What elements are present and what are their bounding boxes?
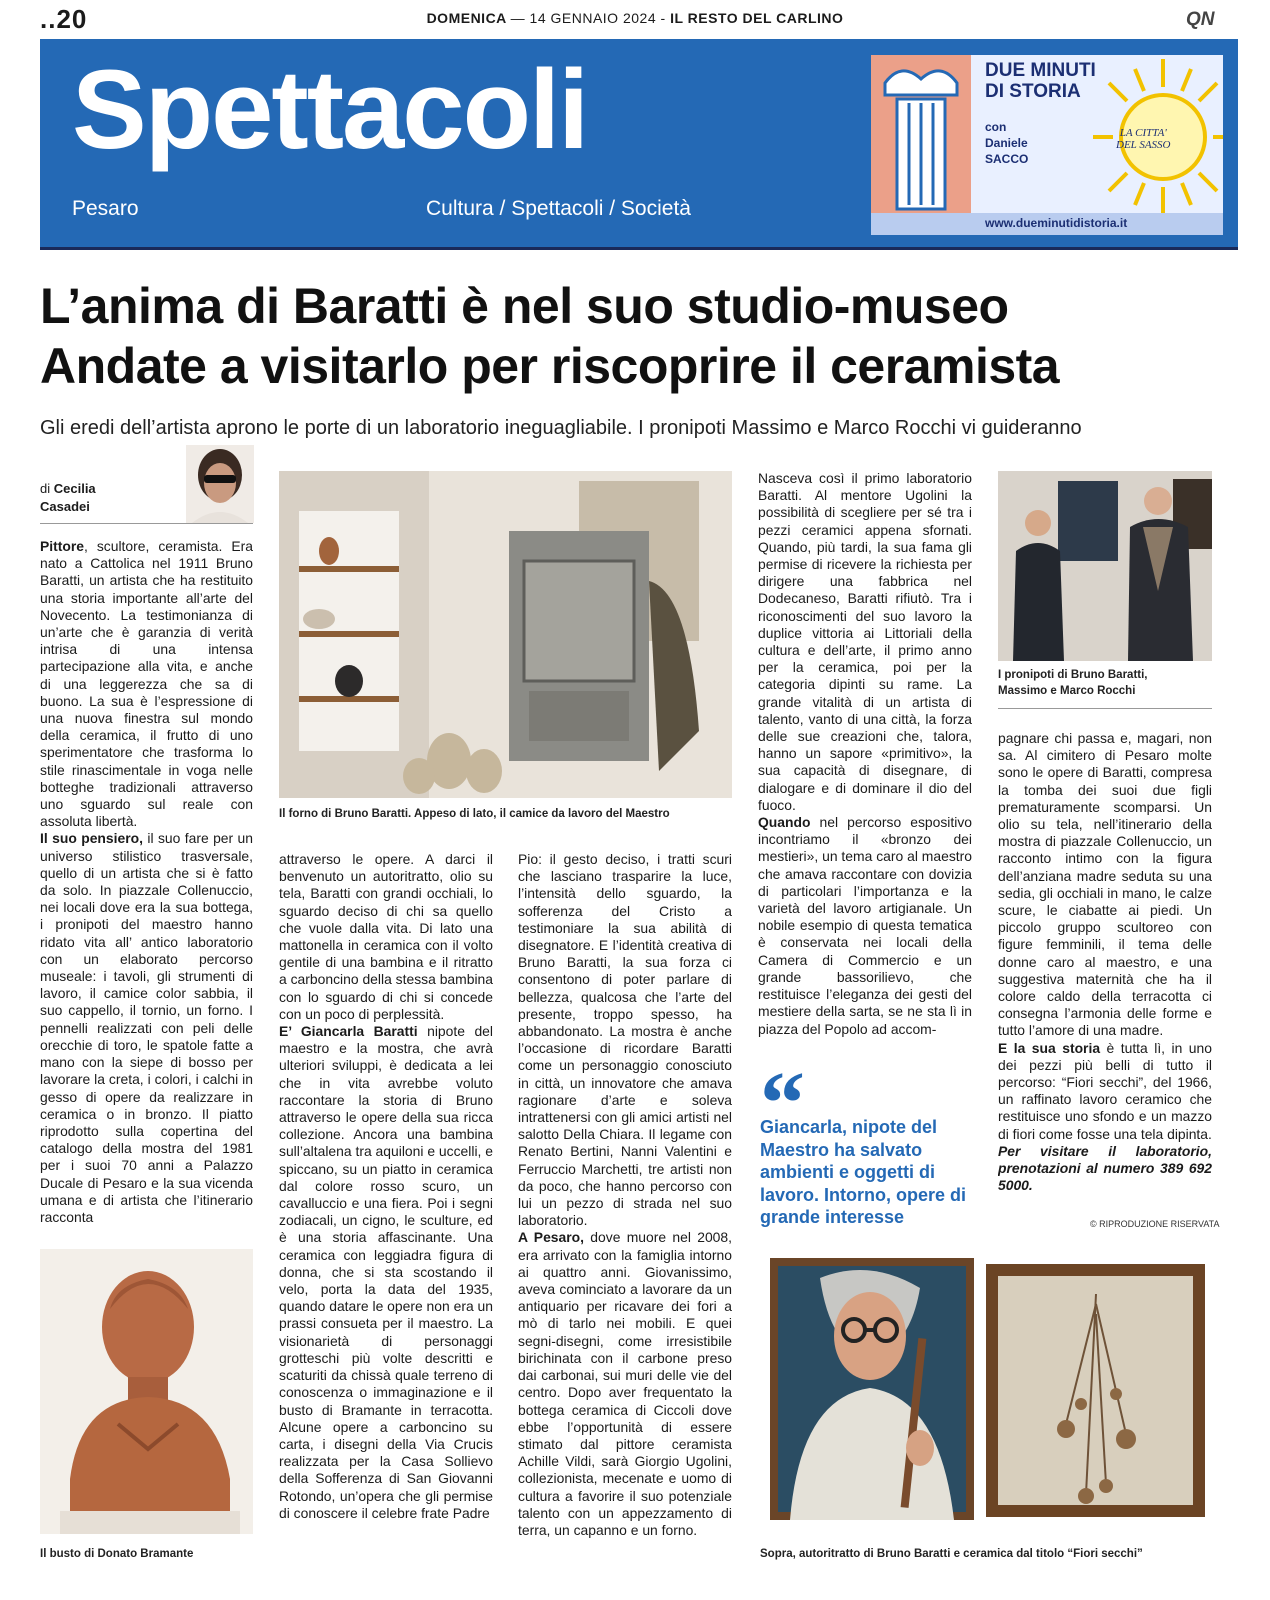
column-5 xyxy=(998,730,1212,1215)
dateline-day: DOMENICA xyxy=(426,10,507,26)
ad-title-line-1: DUE MINUTI xyxy=(985,60,1096,81)
headline-line-1: L’anima di Baratti è nel suo studio-museo xyxy=(40,278,1009,334)
section-city: Pesaro xyxy=(72,197,139,220)
paragraph: nel percorso espositivo incontriamo il «bronzo dei mestieri», un tema caro al maestro che amava raccontare con dovizia di particolari l’importanza e la varietà del lavoro artigianale. Un nobile esempio di questa tematica è conservata nei locali della Camera di Commercio e un grande bassorilievo, che restituisce l’eleganza dei gesti del mestiere della sarta, se ne sta lì in piazza del Popolo ad accom- xyxy=(758,814,972,1037)
column-1 xyxy=(40,538,253,1233)
qn-logo: QN xyxy=(1186,9,1215,30)
ad-host xyxy=(985,119,1028,167)
ad-url[interactable]: www.dueminutidistoria.it xyxy=(985,216,1128,230)
grandnephews-caption xyxy=(998,667,1148,699)
ad-title xyxy=(985,60,1096,102)
ad-city-line-1: LA CITTA' xyxy=(1119,127,1167,139)
headline-line-2: Andate a visitarlo per riscoprire il ceramista xyxy=(40,338,1060,394)
quote-mark-icon: “ xyxy=(760,1054,805,1153)
copyright-credit: © RIPRODUZIONE RISERVATA xyxy=(1090,1219,1220,1229)
grandnephews-caption-line-1: I pronipoti di Bruno Baratti, xyxy=(998,669,1148,681)
column-3 xyxy=(518,851,732,1561)
lead-phrase: E la sua storia xyxy=(998,1039,1101,1056)
byline xyxy=(40,480,96,516)
byline-first-name: Cecilia xyxy=(53,481,96,496)
caption-rule xyxy=(998,708,1212,709)
bust-photo xyxy=(40,1249,253,1534)
lead-phrase: A Pesaro, xyxy=(518,1229,585,1246)
dateline-date: — 14 GENNAIO 2024 - xyxy=(510,10,666,26)
column-4 xyxy=(758,470,972,1058)
visit-info: Per visitare il laboratorio, prenotazioni al numero 389 692 5000. xyxy=(998,1142,1212,1194)
artworks-caption: Sopra, autoritratto di Bruno Baratti e ceramica dal titolo “Fiori secchi” xyxy=(760,1548,1143,1560)
dried-flowers-photo xyxy=(986,1264,1205,1517)
ad-host-name-1: Daniele xyxy=(985,136,1028,150)
paragraph: Nasceva così il primo laboratorio Baratti. Al mentore Ugolini la possibilità di scegliere per sé tra i pezzi ceramici appena sfornati. Quando, più tardi, la sua fama gli permise di ricevere la richiesta per dirigere una fabbrica nel Dodecaneso, Baratti rifiutò. Tra i riconoscimenti del suo lavoro la duplice vittoria ai Littoriali della cultura e dell’arte, il primo anno per la ceramica, poi per la categoria dipinti su rame. La grande vitalità di un artista di talento, vanto di una città, la forza delle sue creazioni che, talora, hanno un sapore «primitivo», la sua capacità di disegnare, di dialogare e di dominare il dio del fuoco. xyxy=(758,470,972,813)
ad-host-con: con xyxy=(985,120,1007,134)
paragraph: è tutta lì, in uno dei pezzi più belli di tutto il percorso: “Fiori secchi”, del 1966, un raffinato lavoro ceramico che restituisce uno sfondo e un mazzo di fiori come fosse una tela dipinta. xyxy=(998,1039,1212,1142)
ad-city-line-2: DEL SASSO xyxy=(1116,139,1171,151)
bust-caption: Il busto di Donato Bramante xyxy=(40,1548,194,1560)
advertisement xyxy=(871,55,1223,235)
section-banner xyxy=(40,39,1238,250)
self-portrait-photo xyxy=(770,1258,974,1520)
dateline-paper: IL RESTO DEL CARLINO xyxy=(670,10,844,26)
pull-quote: Giancarla, nipote del Maestro ha salvato ambienti e oggetti di lavoro. Intorno, opere di grande interesse xyxy=(760,1117,967,1227)
column-2 xyxy=(279,851,493,1561)
lead-phrase: Il suo pensiero, xyxy=(40,830,143,847)
ad-title-line-2: DI STORIA xyxy=(985,81,1081,102)
lead-phrase: Quando xyxy=(758,814,811,831)
subheadline: Gli eredi dell’artista aprono le porte di un laboratorio ineguagliabile. I pronipoti Massimo e Marco Rocchi vi guideranno xyxy=(40,417,1082,439)
paragraph: , scultore, ceramista. Era nato a Cattolica nel 1911 Bruno Baratti, un artista che ha restituito una storia importante all’arte del Novecento. La testimonianza di un’arte che è garanzia di verità intrisa di una intensa partecipazione alla vita, e anche di una leggerezza che sa di buono. La sua è l’espressione di una nuova finestra sul mondo della ceramica, il frutto di uno sperimentatore che trasforma lo stile rinascimentale in voga nelle botteghe tradizionali attraverso uno sguardo sul reale con assoluta libertà. xyxy=(40,538,253,830)
author-photo xyxy=(186,445,254,523)
kiln-photo xyxy=(279,471,732,798)
section-subsections: Cultura / Spettacoli / Società xyxy=(426,197,691,220)
page-number: ..20 xyxy=(40,4,88,34)
ad-city-label xyxy=(1116,127,1171,151)
kiln-caption: Il forno di Bruno Baratti. Appeso di lato, il camice da lavoro del Maestro xyxy=(279,808,670,820)
section-title: Spettacoli xyxy=(72,47,588,172)
byline-prefix: di xyxy=(40,481,51,496)
lead-word: Pittore xyxy=(40,538,84,554)
paragraph: pagnare chi passa e, magari, non sa. Al cimitero di Pesaro molte sono le opere di Baratti, compresa la tomba dei suoi due figli prematuramente scomparsi. Un olio su tela, nell’itinerario della mostra di piazzale Collenuccio, un racconto intimo con la figura dell’anziana madre seduta su una sedia, gli occhiali in mano, le calze scure, le ciabatte ai piedi. Un piccolo gruppo scultoreo con figure femminili, il tema delle donne caro al maestro, e una suggestiva maternità che ha il colore caldo della terracotta ci consegna l’armonia delle forme e tutto l’amore di una madre. xyxy=(998,730,1212,1039)
headline xyxy=(40,276,1230,396)
byline-last-name: Casadei xyxy=(40,499,90,514)
dateline xyxy=(0,10,1270,26)
paragraph: dove muore nel 2008, era arrivato con la famiglia intorno ai quattro anni. Giovanissimo, aveva cominciato a lavorare da un antiquario per ricavare dei fori a mò di tarlo nei mobili. E quei segni-disegni, come irresistibile birichinata con il carbone preso dai carbonai, sui muri delle vie del centro. Dopo aver frequentato la bottega ceramica di Ciccoli dove ebbe l’opportunità di essere stimato dal pittore ceramista Achille Vildi, sarà Giorgio Ugolini, collezionista, mecenate e uomo di cultura a favorire il suo potenziale talento con un appezzamento di terra, un capanno e un forno. xyxy=(518,1229,732,1538)
lead-phrase: E’ Giancarla Baratti xyxy=(279,1023,418,1040)
byline-rule xyxy=(40,523,253,524)
paragraph: attraverso le opere. A darci il benvenuto un autoritratto, olio su tela, Baratti con grandi occhiali, lo sguardo deciso di chi sa quello che vuole dalla vita. Di lato una mattonella in ceramica con il volto gentile di una bambina e il ritratto a carboncino della stessa bambina con lo sguardo di chi si concede con un poco di perplessità. xyxy=(279,851,493,1022)
grandnephews-photo xyxy=(998,471,1212,661)
ad-host-name-2: SACCO xyxy=(985,152,1029,166)
paragraph: nipote del maestro e la mostra, che avrà ulteriori sviluppi, è dedicata a lei che in vita avrebbe voluto raccontare la storia di Bruno attraverso le opere della sua ricca collezione. Ancora una bambina sull’altalena tra aquiloni e uccelli, e spiccano, su un piatto in ceramica dal colore rosso scuro, un cavalluccio e una fiera. Poi i segni zodiacali, un cigno, le sculture, ed è una storia affascinante. Una ceramica con leggiadra figura di donna, che si sta scostando il velo, porta la data del 1935, quando datare le opere non era un prassi consueta per il maestro. La visionarietà di personaggi grotteschi più volte descritti e scaturiti da chissà quale terreno di conoscenza o immaginazione e il busto di Bramante in terracotta. Alcune opere a carboncino su carta, i disegni della Via Crucis realizzata per la Casa Sollievo della Sofferenza di San Giovanni Rotondo, un’opera che gli permise di conoscere il celebre frate Padre xyxy=(279,1023,493,1521)
paragraph: il suo fare per un universo stilistico trasversale, quello di un artista che si è fatto da solo. In piazzale Collenuccio, nei locali dove era la sua bottega, i pronipoti del maestro hanno ridato vita all’ antico laboratorio con un elaborato percorso museale: i tavoli, gli strumenti di lavoro, il camice color sabbia, il suo cappello, il tornio, un forno. I pennelli realizzati con peli delle orecchie di toro, le spatole fatte a mano con la siepe di bosso per lavorare la creta, i colori, i calchi in gesso di opere da realizzare in ceramica o in bronzo. Il piatto riprodotto sulla copertina del catalogo della mostra del 1981 per i suoi 70 anni a Palazzo Ducale di Pesaro e la sua vicenda umana e di artista che l’itinerario racconta xyxy=(40,830,253,1225)
grandnephews-caption-line-2: Massimo e Marco Rocchi xyxy=(998,685,1136,697)
paragraph: Pio: il gesto deciso, i tratti scuri che lasciano trasparire la luce, l’intensità dello sguardo, la sofferenza del Cristo a testimoniare la sua abilità di disegnatore. E l’identità creativa di Bruno Baratti, la sua forza ci consentono di poter parlare di bellezza, qualcosa che l’arte del presente, troppo spesso, ha abbandonato. La mostra è anche l’occasione di ricordare Baratti come un personaggio conosciuto in città, un innovatore che amava ragionare d’arte e soleva intrattenersi con gli amici artisti nel salotto Della Chiara. Il legame con Renato Bertini, Nanni Valentini e Ferruccio Marchetti, tre artisti non da poco, che hanno percorso con lui un pezzo di strada nel suo laboratorio. xyxy=(518,851,732,1229)
